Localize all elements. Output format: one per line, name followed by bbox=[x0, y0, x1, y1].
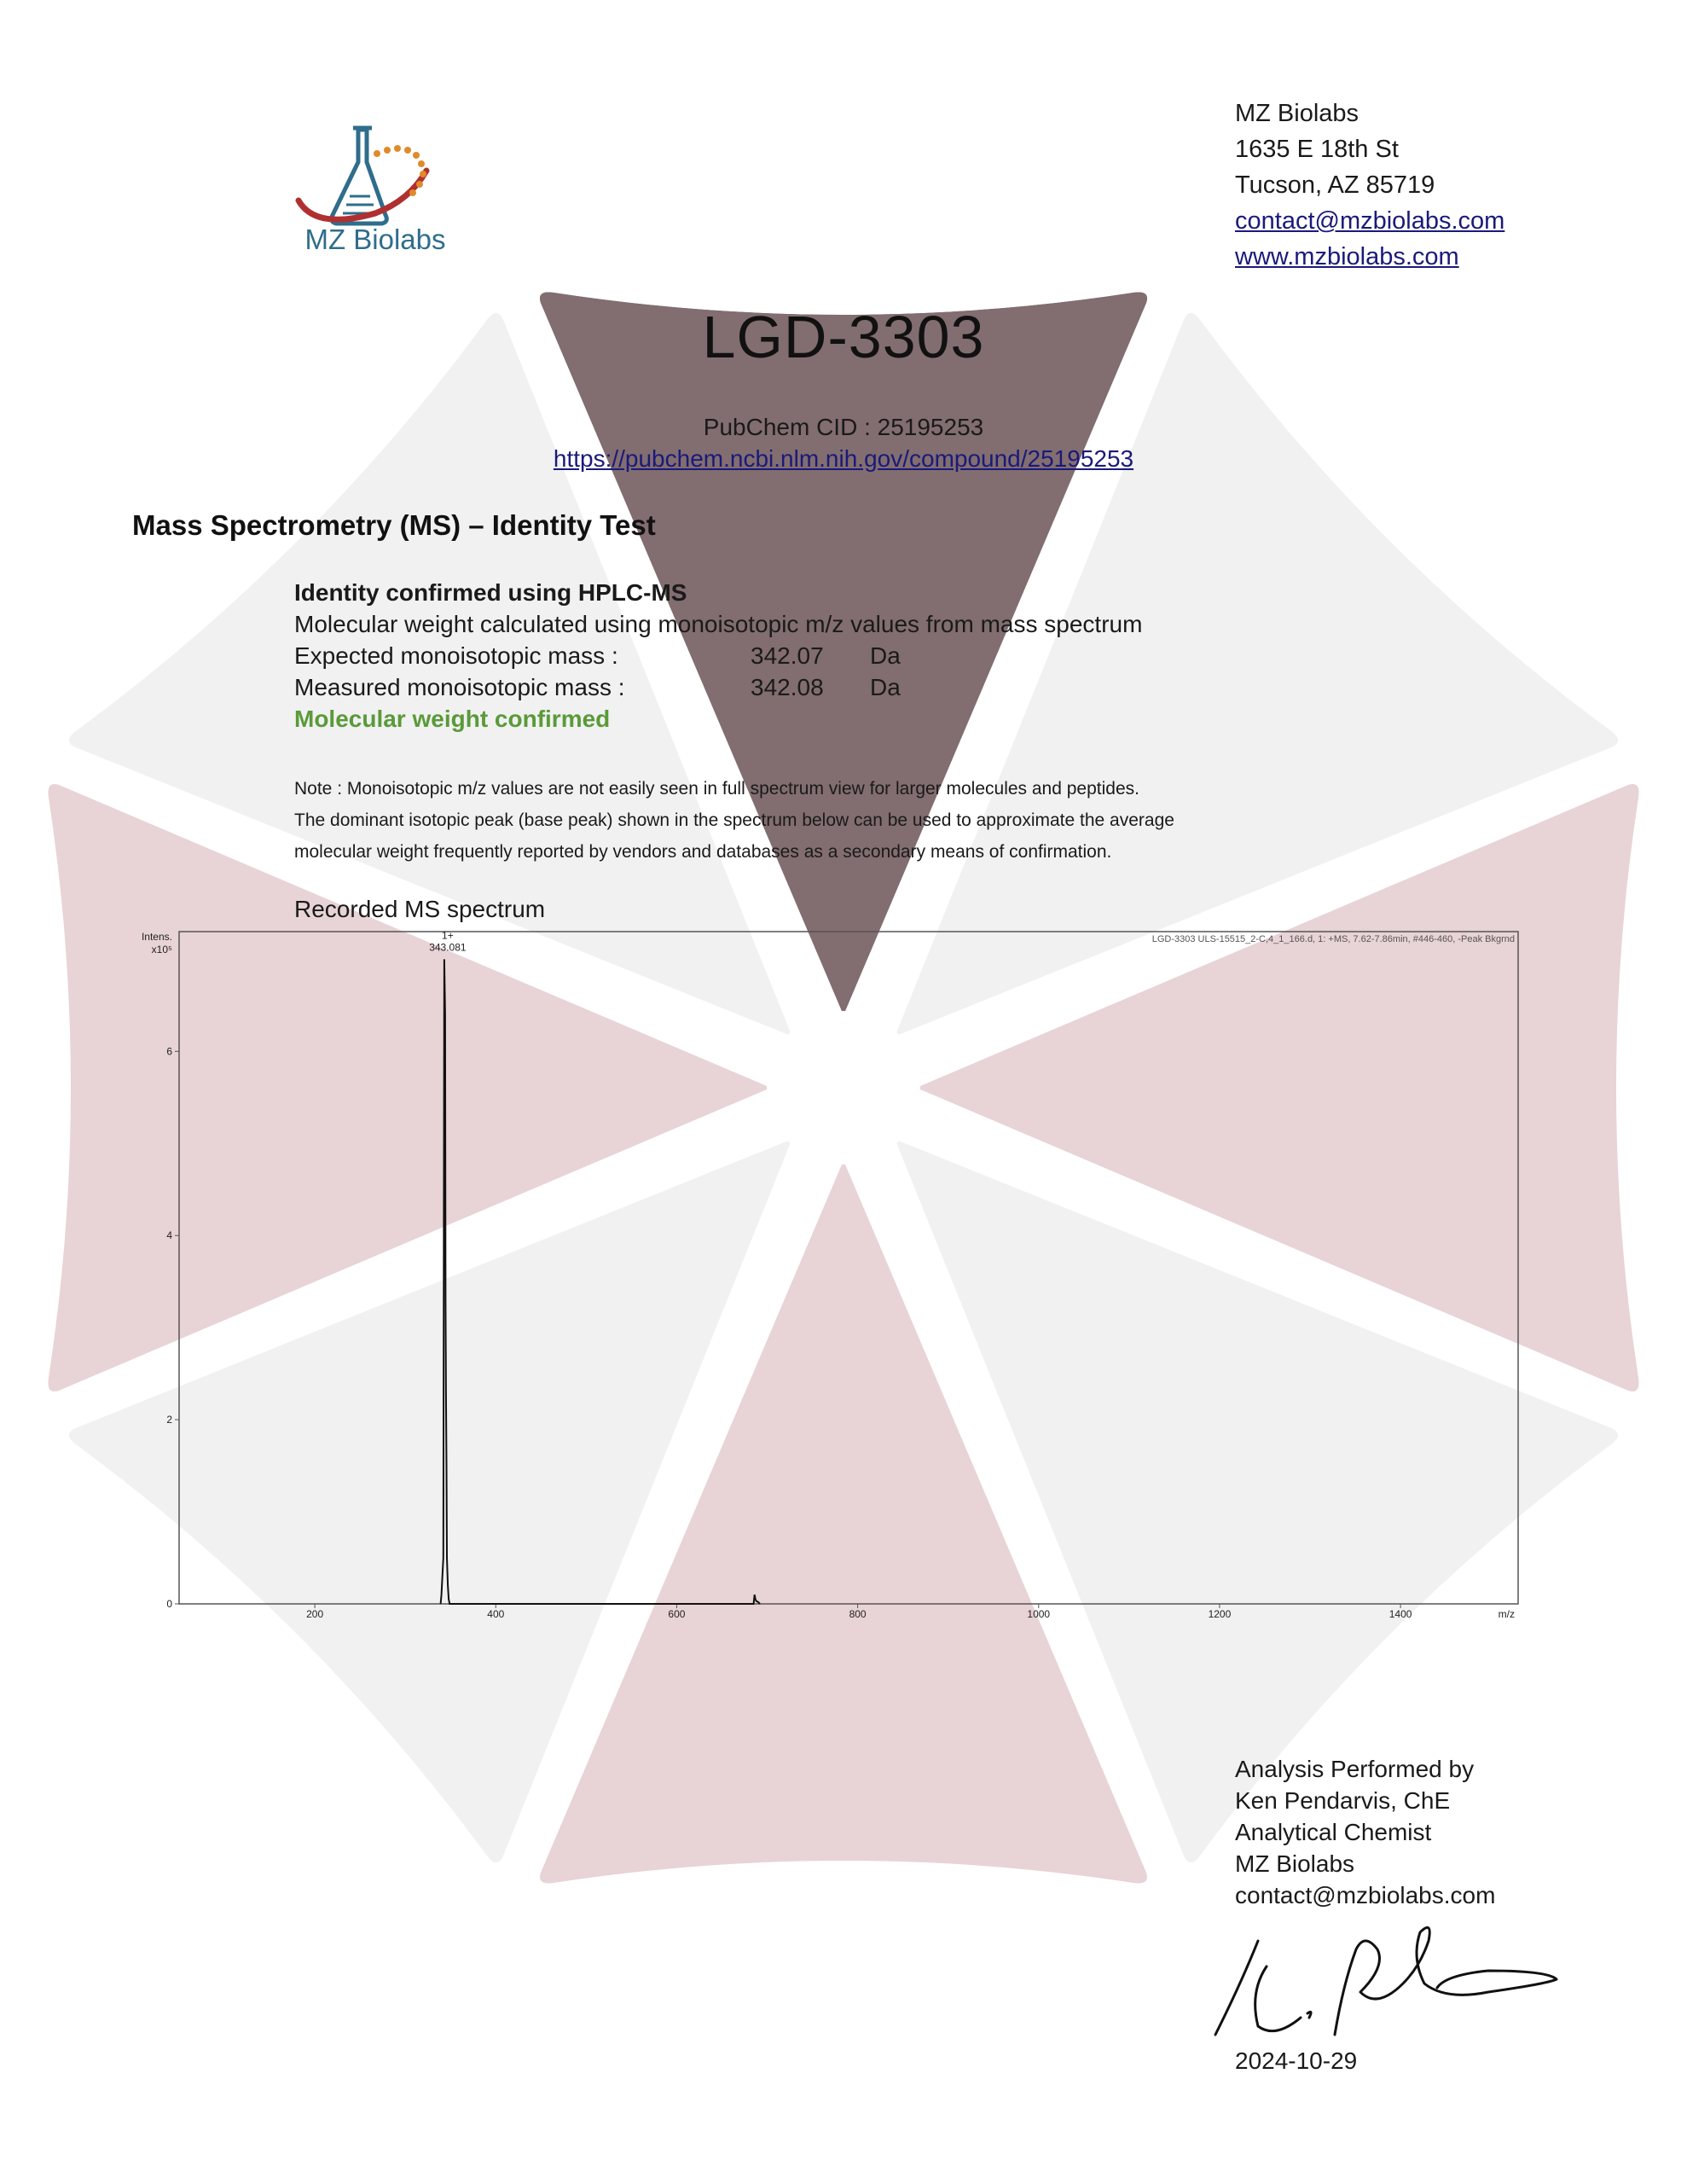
analyst-name: Ken Pendarvis, ChE bbox=[1235, 1787, 1451, 1814]
measured-mass-row bbox=[294, 671, 1142, 703]
note-line: molecular weight frequently reported by vendors and databases as a secondary means of confirmation. bbox=[294, 842, 1112, 862]
y-tick-label: 4 bbox=[166, 1229, 172, 1242]
y-tick-label: 6 bbox=[166, 1045, 172, 1058]
x-tick-label: 1200 bbox=[1208, 1608, 1232, 1620]
handwritten-signature bbox=[1207, 1915, 1565, 2043]
measured-mass-unit: Da bbox=[870, 674, 901, 700]
analysis-block bbox=[1235, 1753, 1495, 1911]
section-heading: Mass Spectrometry (MS) – Identity Test bbox=[132, 509, 656, 541]
analysis-line: Analysis Performed by bbox=[1235, 1756, 1475, 1782]
analyst-company: MZ Biolabs bbox=[1235, 1850, 1355, 1877]
address-line: Tucson, AZ 85719 bbox=[1235, 171, 1435, 199]
signature-date: 2024-10-29 bbox=[1235, 2048, 1358, 2074]
x-tick-label: 200 bbox=[306, 1608, 324, 1620]
x-axis-label: m/z bbox=[1498, 1608, 1515, 1620]
logo-wordmark: MZ Biolabs bbox=[304, 224, 446, 255]
expected-mass-unit: Da bbox=[870, 642, 901, 669]
peak-mz-label: 343.081 bbox=[429, 941, 467, 954]
x-tick-label: 1000 bbox=[1027, 1608, 1051, 1620]
identity-block bbox=[294, 577, 1142, 735]
analyst-email: contact@mzbiolabs.com bbox=[1235, 1882, 1496, 1908]
x-tick-label: 600 bbox=[668, 1608, 686, 1620]
expected-mass-row bbox=[294, 640, 1142, 671]
x-tick-label: 800 bbox=[849, 1608, 867, 1620]
x-tick-label: 1400 bbox=[1388, 1608, 1412, 1620]
identity-line: Identity confirmed using HPLC-MS bbox=[294, 579, 687, 606]
measured-mass-value: 342.08 bbox=[751, 674, 824, 700]
y-axis-label: Intens. bbox=[141, 931, 172, 943]
method-line: Molecular weight calculated using monoisotopic m/z values from mass spectrum bbox=[294, 611, 1143, 637]
website-link[interactable]: www.mzbiolabs.com bbox=[1235, 243, 1459, 270]
plot-frame bbox=[179, 932, 1518, 1604]
compound-title: LGD-3303 bbox=[702, 304, 985, 370]
spectrum-label: Recorded MS spectrum bbox=[294, 896, 546, 922]
peak-charge-label: 1+ bbox=[442, 929, 454, 942]
expected-mass-value: 342.07 bbox=[751, 642, 824, 669]
pubchem-cid: PubChem CID : 25195253 bbox=[703, 414, 984, 440]
address-line: MZ Biolabs bbox=[1235, 100, 1359, 127]
pubchem-link[interactable]: https://pubchem.ncbi.nlm.nih.gov/compound/25195253 bbox=[553, 445, 1134, 472]
note-block bbox=[294, 773, 1318, 868]
y-tick-label: 0 bbox=[166, 1598, 172, 1610]
email-link[interactable]: contact@mzbiolabs.com bbox=[1235, 207, 1505, 235]
y-axis-scale: x10⁵ bbox=[151, 944, 172, 956]
expected-mass-label: Expected monoisotopic mass : bbox=[294, 642, 618, 669]
x-tick-label: 400 bbox=[487, 1608, 505, 1620]
note-line: The dominant isotopic peak (base peak) shown in the spectrum below can be used to approximate the average bbox=[294, 810, 1174, 830]
company-address bbox=[1235, 96, 1504, 275]
y-tick-label: 2 bbox=[166, 1414, 172, 1426]
spectrum-trace bbox=[441, 959, 760, 1604]
measured-mass-label: Measured monoisotopic mass : bbox=[294, 674, 625, 700]
analyst-title: Analytical Chemist bbox=[1235, 1819, 1432, 1845]
result-status: Molecular weight confirmed bbox=[294, 706, 611, 732]
pubchem-url-container bbox=[0, 445, 1687, 473]
ms-spectrum-chart bbox=[128, 921, 1527, 1621]
address-line: 1635 E 18th St bbox=[1235, 136, 1399, 163]
note-line: Note : Monoisotopic m/z values are not easily seen in full spectrum view for larger molecules and peptides. bbox=[294, 779, 1139, 799]
chart-title: LGD-3303 ULS-15515_2-C,4_1_166.d, 1: +MS, 7.62-7.86min, #446-460, -Peak Bkgrnd bbox=[1151, 934, 1515, 944]
